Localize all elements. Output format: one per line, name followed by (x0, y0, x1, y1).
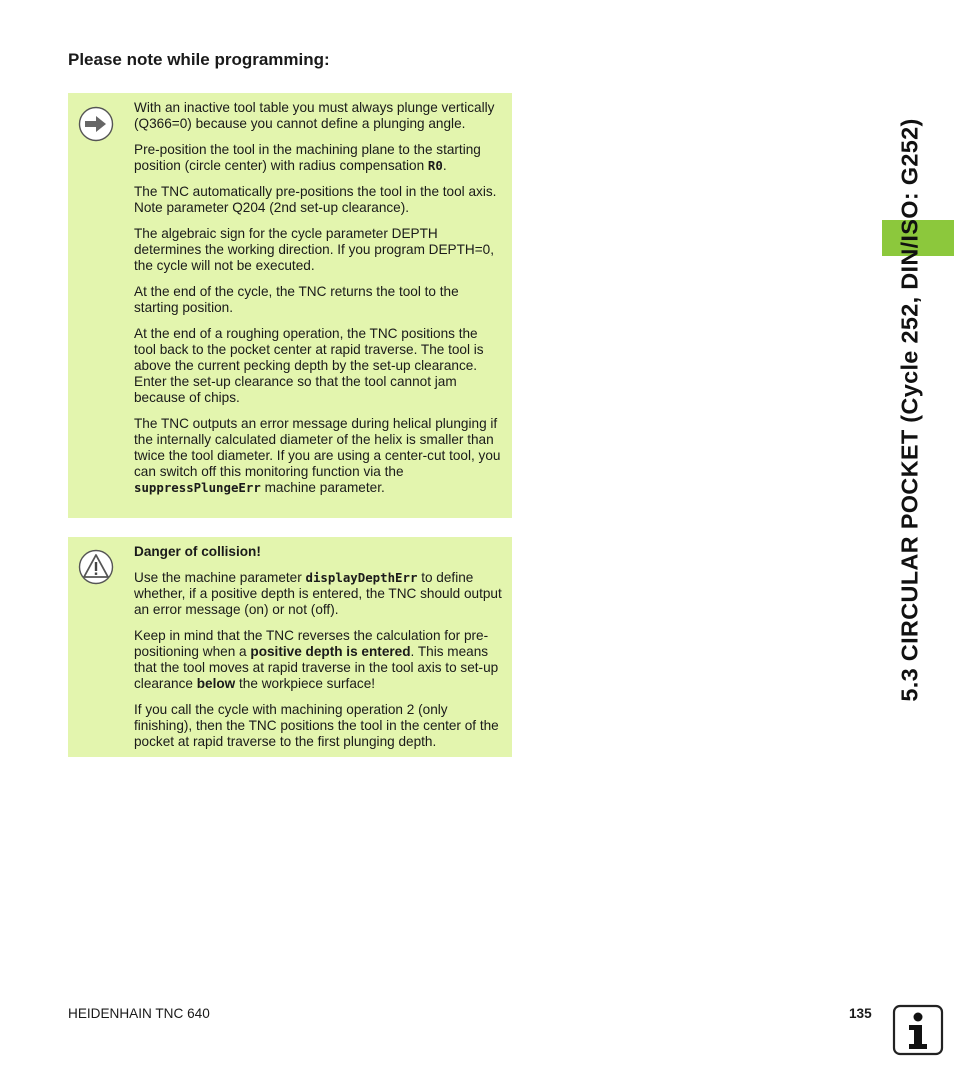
warning-text: If you call the cycle with machining operation 2 (only finishing), then the TNC positions the tool in the center of the pocket at rapid traverse to the first plunging depth. (134, 702, 499, 749)
code-term: suppressPlungeErr (134, 480, 261, 495)
note-text: At the end of a roughing operation, the TNC positions the tool back to the pocket center at rapid traverse. The tool is above the current pecking depth by the set-up clearance. Enter the set-up clearance so that the tool cannot jam because of chips. (134, 326, 484, 405)
note-text: At the end of the cycle, the TNC returns the tool to the starting position. (134, 284, 459, 315)
arrow-right-icon (78, 106, 114, 142)
note-box (68, 93, 512, 518)
warning-box (68, 537, 512, 757)
warning-text: Keep in mind that the TNC reverses the calculation for pre-positioning when a positive depth is entered. This means that the tool moves at rapid traverse in the tool axis to set-up clearance below the workpiece surface! (134, 628, 499, 691)
note-text: The TNC automatically pre-positions the tool in the tool axis. Note parameter Q204 (2nd set-up clearance). (134, 184, 497, 215)
code-term: R0 (427, 158, 443, 173)
warning-title: Danger of collision! (134, 544, 261, 559)
info-icon (892, 1004, 944, 1056)
chapter-title-text: 5.3 CIRCULAR POCKET (Cycle 252, DIN/ISO: G252) (896, 118, 923, 702)
note-text: The TNC outputs an error message during helical plunging if the internally calculated diameter of the helix is smaller than twice the tool diameter. If you are using a center-cut tool, you can switch off this monitoring function via the suppressPlungeErr machine parameter. (134, 416, 501, 495)
page-number: 135 (849, 1006, 872, 1021)
note-text: With an inactive tool table you must always plunge vertically (Q366=0) because you cannot define a plunging angle. (134, 100, 495, 131)
note-text: The algebraic sign for the cycle parameter DEPTH determines the working direction. If you program DEPTH=0, the cycle will not be executed. (134, 226, 495, 273)
warning-text: Use the machine parameter displayDepthErr to define whether, if a positive depth is entered, the TNC should output an error message (on) or not (off). (134, 570, 502, 617)
section-heading: Please note while programming: (68, 50, 330, 69)
warning-icon (78, 549, 114, 585)
code-term: displayDepthErr (305, 570, 418, 585)
note-text: Pre-position the tool in the machining plane to the starting position (circle center) with radius compensation R0. (134, 142, 481, 173)
footer-product: HEIDENHAIN TNC 640 (68, 1006, 210, 1021)
